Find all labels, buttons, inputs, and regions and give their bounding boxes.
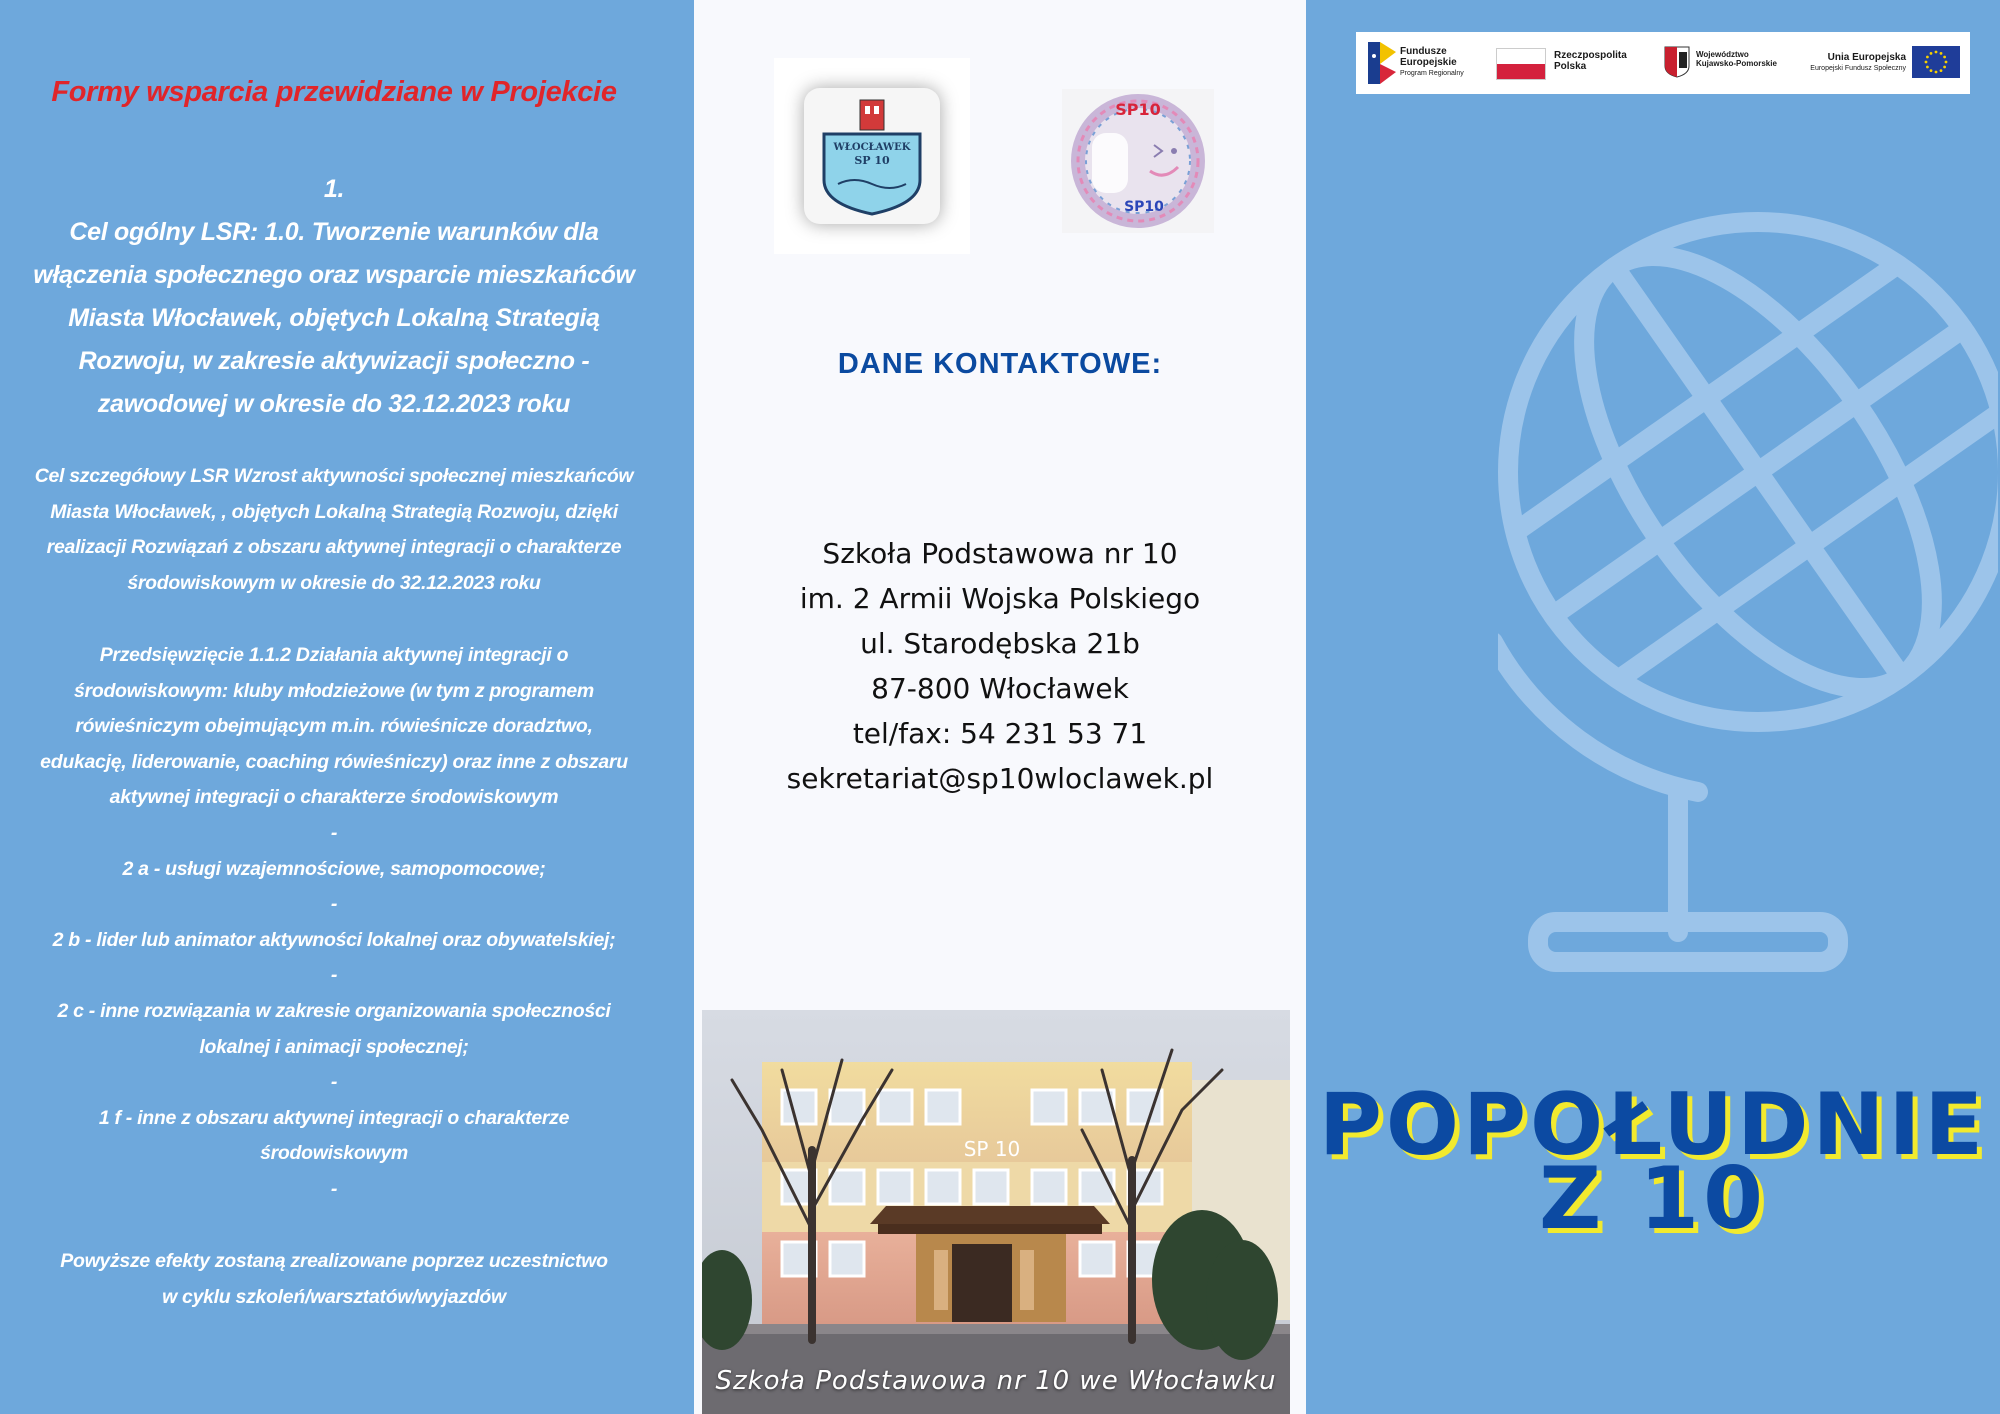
school-patron: im. 2 Armii Wojska Polskiego [799, 582, 1201, 615]
action-separator: - [330, 893, 338, 916]
action-separator: - [330, 1071, 338, 1094]
goal-line: 1. [323, 175, 345, 203]
fundusze-label [1400, 46, 1464, 79]
postal-city: 87-800 Włocławek [871, 672, 1129, 705]
detail-line: Cel szczegółowy LSR Wzrost aktywności społecznej mieszkańców [34, 465, 634, 487]
school-logo [774, 58, 970, 254]
left-panel [0, 0, 694, 1414]
ue-label [1802, 52, 1906, 74]
school-name: Szkoła Podstawowa nr 10 [822, 537, 1178, 570]
event-title-line1: POPOŁUDNIE [1318, 1075, 1988, 1175]
closing-line: Powyższe efekty zostaną zrealizowane poprzez uczestnictwo [60, 1250, 608, 1272]
smiley-icon [1062, 89, 1214, 233]
event-title-line2: Z 10 [1539, 1149, 1767, 1249]
school-building-image [702, 1010, 1290, 1414]
support-forms-heading: Formy wsparcia przewidziane w Projekcie [51, 76, 617, 108]
rp-label [1554, 50, 1627, 72]
action-line: rówieśniczym obejmującym m.in. rówieśnicze doradztwo, [75, 715, 593, 738]
sp10-bottom-text: SP10 [1124, 199, 1164, 215]
photo-caption: Szkoła Podstawowa nr 10 we Włocławku [715, 1366, 1277, 1396]
action-block [20, 638, 648, 1208]
action-line: 2 c - inne rozwiązania w zakresie organizowania społeczności [57, 999, 611, 1022]
action-line: 2 b - lider lub animator aktywności lokalnej oraz obywatelskiej; [52, 928, 616, 951]
building-sign-text: SP 10 [963, 1137, 1021, 1161]
fundusze-europejskie-icon [1368, 42, 1396, 84]
globe-icon [1498, 102, 1998, 982]
action-line: aktywnej integracji o charakterze środowiskowym [109, 786, 559, 809]
polish-flag-icon [1496, 48, 1546, 80]
goal-line: zawodowej w okresie do 32.12.2023 roku [97, 390, 571, 418]
sp10-wordcloud-logo [1062, 89, 1214, 233]
school-building-photo [702, 1010, 1290, 1414]
action-line: środowiskowym [260, 1142, 408, 1165]
action-line: lokalnej i animacji społecznej; [199, 1035, 469, 1058]
contact-address [694, 531, 1306, 801]
ue-sub: Europejski Fundusz Społeczny [1810, 65, 1906, 72]
eu-funding-logos-bar [1356, 32, 1970, 94]
woj-label [1696, 50, 1777, 68]
shield-icon [804, 88, 940, 224]
closing-block [20, 1244, 648, 1315]
action-line: Przedsięwzięcie 1.1.2 Działania aktywnej integracji o [99, 644, 569, 666]
goal-line: włączenia społecznego oraz wsparcie mieszkańców [33, 261, 635, 289]
event-title [1306, 1075, 2000, 1249]
action-line: 2 a - usługi wzajemnościowe, samopomocowe; [122, 857, 546, 880]
detail-line: środowiskowym w okresie do 32.12.2023 roku [127, 571, 541, 594]
street-address: ul. Starodębska 21b [860, 627, 1140, 660]
email-address[interactable]: sekretariat@sp10wloclawek.pl [786, 762, 1214, 795]
rp-line1: Rzeczpospolita [1554, 50, 1627, 61]
closing-line: w cyklu szkoleń/warsztatów/wyjazdów [162, 1285, 506, 1308]
action-line: 1 f - inne z obszaru aktywnej integracji o charakterze [98, 1106, 570, 1129]
woj-line1: Województwo [1696, 50, 1749, 59]
action-line: środowiskowym: kluby młodzieżowe (w tym z programem [74, 679, 594, 702]
action-separator: - [330, 964, 338, 987]
logo-school-text: SP 10 [854, 154, 890, 167]
goal-line: Rozwoju, w zakresie aktywizacji społeczno - [78, 347, 590, 375]
school-logo-frame [804, 88, 940, 224]
goal-line: Cel ogólny LSR: 1.0. Tworzenie warunków dla [69, 218, 599, 246]
sp10-top-text: SP10 [1115, 100, 1161, 119]
voivodeship-crest-icon [1664, 46, 1690, 78]
logo-city-text: WŁOCŁAWEK [833, 142, 911, 153]
eu-flag-icon [1912, 46, 1960, 78]
ue-line1: Unia Europejska [1827, 52, 1906, 63]
fundusze-line2: Europejskie [1400, 57, 1457, 68]
action-line: edukację, liderowanie, coaching rówieśniczy) oraz inne z obszaru [40, 750, 628, 773]
action-separator: - [330, 1177, 338, 1200]
goal-line: Miasta Włocławek, objętych Lokalną Strategią [68, 304, 600, 332]
fundusze-line1: Fundusze [1400, 46, 1447, 57]
phone-fax: tel/fax: 54 231 53 71 [852, 717, 1148, 750]
fundusze-sub: Program Regionalny [1400, 70, 1464, 77]
detail-line: realizacji Rozwiązań z obszaru aktywnej integracji o charakterze [46, 536, 622, 559]
action-separator: - [330, 821, 338, 844]
rp-line2: Polska [1554, 61, 1587, 72]
middle-panel [694, 0, 1306, 1414]
woj-line2: Kujawsko-Pomorskie [1696, 59, 1777, 68]
general-goal-block [20, 168, 648, 426]
detailed-goal-block [20, 459, 648, 601]
detail-line: Miasta Włocławek, , objętych Lokalną Strategią Rozwoju, dzięki [50, 500, 618, 523]
contact-heading: DANE KONTAKTOWE: [837, 348, 1163, 380]
right-panel [1306, 0, 2000, 1414]
